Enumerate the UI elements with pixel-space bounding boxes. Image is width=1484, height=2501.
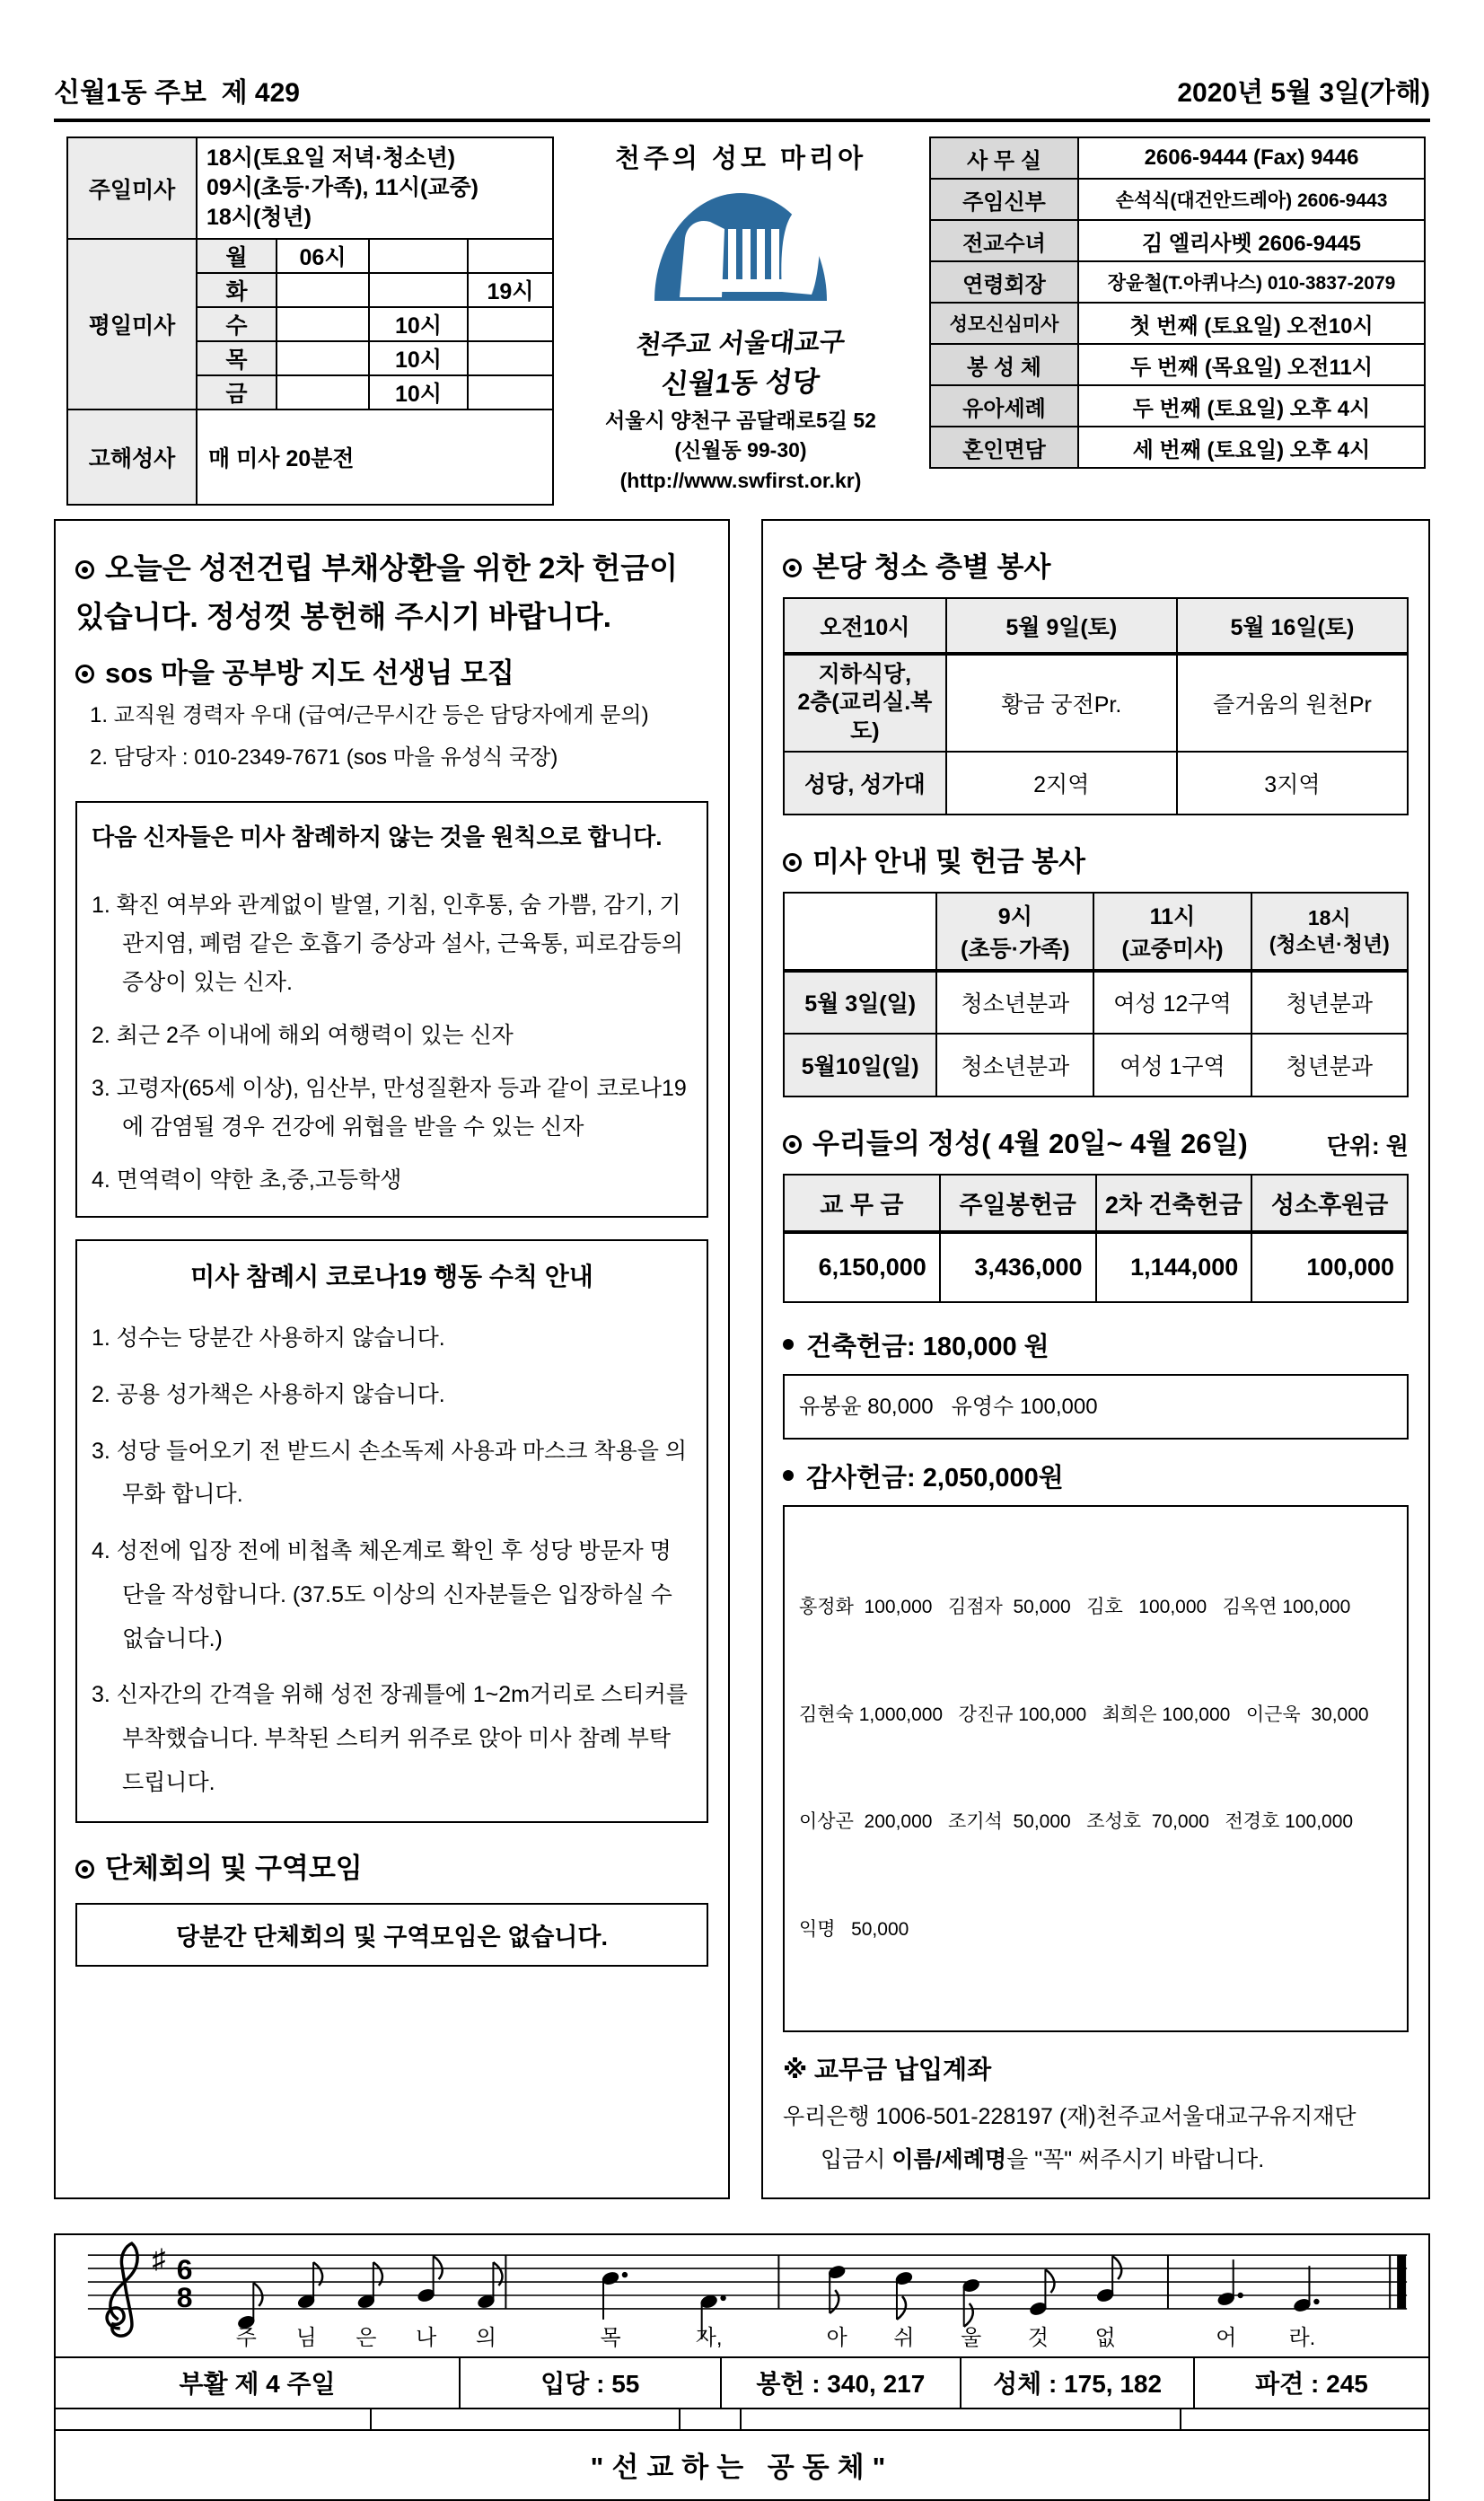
svg-text:은: 은 — [356, 2325, 377, 2350]
donor-line: 이상곤 200,000 조기석 50,000 조성호 70,000 전경호 100,000 — [799, 1811, 1354, 1833]
left-column — [54, 519, 730, 2199]
bulletin-date: 2020년 5월 3일(가해) — [1177, 78, 1430, 108]
contact-value: 손석식(대건안드레아) 2606-9443 — [1078, 179, 1425, 220]
svg-text:의: 의 — [475, 2325, 497, 2350]
offering-amount: 1,144,000 — [1096, 1232, 1252, 1302]
svg-text:목: 목 — [600, 2325, 621, 2350]
covid-rule-item: 4. 성전에 입장 전에 비첩촉 체온계로 확인 후 성당 방문자 명단을 작성합니다. (37.5도 이상의 신자분들은 입장하실 수 없습니다.) — [92, 1538, 672, 1651]
covid-rules-title: 미사 참례시 코로나19 행동 수칙 안내 — [190, 1263, 593, 1291]
marian-title: 천주의 성모 마리아 — [614, 145, 867, 173]
treble-clef-icon — [107, 2243, 137, 2336]
weekday-row: 수 10시 — [67, 307, 553, 341]
service-col-header: 9시 (초등·가족) — [936, 893, 1093, 971]
svg-text:아: 아 — [826, 2325, 847, 2350]
sunday-name: 부활 제 4 주일 — [56, 2358, 461, 2408]
contact-label: 유아세례 — [930, 385, 1078, 427]
weekday-row: 화 19시 — [67, 273, 553, 307]
contact-label: 연령회장 — [930, 261, 1078, 303]
cleaning-group: 즐거움의 원천Pr — [1177, 654, 1408, 752]
diocese-calligraphy: 천주교 서울대교구 — [634, 327, 847, 361]
section-bullet-icon — [75, 1860, 94, 1879]
dot-bullet-icon — [783, 1470, 794, 1481]
weekday-row: 평일미사 월 06시 — [67, 239, 553, 273]
contact-value: 김 엘리사벳 2606-9445 — [1078, 220, 1425, 261]
svg-text:없: 없 — [1094, 2325, 1116, 2350]
cleaning-header: 5월 9일(토) — [946, 598, 1177, 654]
account-title: ※ 교무금 납입계좌 — [783, 2055, 992, 2083]
svg-text:쉬: 쉬 — [893, 2325, 915, 2350]
announcement-offering: 오늘은 성전건립 부채상환을 위한 2차 헌금이 있습니다. 정성껏 봉헌해 주시기 바랍니다. — [75, 551, 678, 634]
right-column — [761, 519, 1430, 2199]
contact-label: 성모신심미사 — [930, 303, 1078, 344]
section-bullet-icon — [783, 853, 802, 872]
offering-header: 교 무 금 — [784, 1175, 940, 1232]
church-address: 서울시 양천구 곰달래로5길 52 (신월동 99-30) (http://www.swfirst.or.kr) — [552, 406, 929, 496]
cleaning-group: 황금 궁전Pr. — [946, 654, 1177, 752]
service-group: 여성 1구역 — [1093, 1034, 1251, 1096]
dot-bullet-icon — [783, 1339, 794, 1350]
cleaning-group: 3지역 — [1177, 752, 1408, 815]
covid-rules-box — [75, 1239, 708, 1823]
contact-label: 봉 성 체 — [930, 344, 1078, 385]
bulletin-page — [54, 70, 1430, 2501]
contact-value: 두 번째 (토요일) 오후 4시 — [1078, 385, 1425, 427]
service-date: 5월10일(일) — [784, 1034, 936, 1096]
contact-value: 장윤철(T.아퀴나스) 010-3837-2079 — [1078, 261, 1425, 303]
donor-line: 홍정화 100,000 김점자 50,000 김호 100,000 김옥연 100,000 — [799, 1597, 1351, 1618]
confession-value: 매 미사 20분전 — [197, 409, 553, 505]
spacer-row — [56, 2409, 1428, 2431]
notice-item: 2. 최근 2주 이내에 해외 여행력이 있는 신자 — [92, 1023, 514, 1049]
service-date: 5월 3일(일) — [784, 971, 936, 1034]
building-fund-title: 건축헌금: 180,000 원 — [783, 1326, 1409, 1363]
notice-item: 4. 면역력이 약한 초,중,고등학생 — [92, 1167, 402, 1193]
announcement-sos-title: sos 마을 공부방 지도 선생님 모집 — [75, 651, 708, 696]
notice-item: 1. 확진 여부와 관계없이 발열, 기침, 인후통, 숨 가쁨, 감기, 기관지염, 폐렴 같은 호흡기 증상과 설사, 근육통, 피로감등의 증상이 있는 신자. — [92, 893, 683, 996]
church-identity — [552, 136, 929, 496]
meetings-notice-box: 당분간 단체회의 및 구역모임은 없습니다. — [75, 1903, 708, 1967]
time-sig-top: 6 — [176, 2252, 193, 2285]
hymn-entrance: 입당 : 55 — [461, 2358, 722, 2408]
section-bullet-icon — [75, 560, 94, 579]
svg-text:어: 어 — [1216, 2325, 1237, 2350]
offering-amount: 3,436,000 — [940, 1232, 1096, 1302]
service-group: 청년분과 — [1251, 1034, 1408, 1096]
diagonal-cell — [784, 893, 936, 971]
no-mass-notice-title: 다음 신자들은 미사 참례하지 않는 것을 원칙으로 합니다. — [92, 823, 663, 851]
service-group: 청년분과 — [1251, 971, 1408, 1034]
contact-label: 전교수녀 — [930, 220, 1078, 261]
svg-text:라.: 라. — [1288, 2325, 1316, 2350]
meetings-title: 단체회의 및 구역모임 — [75, 1846, 708, 1891]
hymn-dismissal: 파견 : 245 — [1255, 2370, 1368, 2399]
confession-label: 고해성사 — [67, 409, 197, 505]
svg-text:님: 님 — [295, 2325, 317, 2350]
bulletin-title: 신월1동 주보 제 429 — [54, 78, 300, 108]
covid-rule-item: 3. 신자간의 간격을 위해 성전 장궤틀에 1~2m거리로 스티커를 부착했습니다. 부착된 스티커 위주로 앉아 미사 참례 부탁드립니다. — [92, 1682, 689, 1795]
donor-line: 익명 50,000 — [799, 1919, 909, 1941]
church-website: (http://www.swfirst.or.kr) — [619, 468, 862, 492]
service-group: 청소년분과 — [936, 1034, 1093, 1096]
key-sharp: ♯ — [152, 2243, 166, 2274]
cleaning-header: 5월 16일(토) — [1177, 598, 1408, 654]
offerings-table — [783, 1174, 1409, 1303]
notice-item: 3. 고령자(65세 이상), 임산부, 만성질환자 등과 같이 코로나19에 감염될 경우 건강에 위협을 받을 수 있는 신자 — [92, 1076, 687, 1140]
contact-label: 주임신부 — [930, 179, 1078, 220]
hymn-offertory: 봉헌 : 340, 217 — [722, 2358, 962, 2408]
mass-service-title: 미사 안내 및 헌금 봉사 — [783, 839, 1409, 879]
building-fund-donors: 유봉윤 80,000 유영수 100,000 — [783, 1374, 1409, 1440]
no-mass-notice-box — [75, 801, 708, 1218]
top-info-section — [54, 136, 1430, 496]
service-group: 청소년분과 — [936, 971, 1093, 1034]
sos-item: 2. 담당자 : 010-2349-7671 (sos 마을 유성식 국장) — [90, 745, 558, 771]
main-content — [54, 519, 1430, 2199]
section-bullet-icon — [783, 1135, 802, 1154]
contact-value: 세 번째 (토요일) 오후 4시 — [1078, 427, 1425, 468]
contact-value: 2606-9444 (Fax) 9446 — [1078, 137, 1425, 179]
section-bullet-icon — [783, 559, 802, 577]
offering-header: 성소후원금 — [1251, 1175, 1408, 1232]
svg-text:것: 것 — [1027, 2325, 1049, 2350]
weekday-row: 목 10시 — [67, 341, 553, 375]
svg-text:자,: 자, — [695, 2325, 723, 2350]
offering-amount: 100,000 — [1251, 1232, 1408, 1302]
sunday-mass-times: 18시(토요일 저녁·청소년) 09시(초등·가족), 11시(교중) 18시(청년) — [197, 137, 553, 239]
cleaning-area-label: 지하식당, 2층(교리실.복도) — [784, 654, 946, 752]
contact-value: 첫 번째 (토요일) 오전10시 — [1078, 303, 1425, 344]
svg-text:주: 주 — [235, 2325, 257, 2350]
covid-rule-item: 2. 공용 성가책은 사용하지 않습니다. — [92, 1381, 445, 1407]
cleaning-table — [783, 597, 1409, 815]
offerings-unit: 단위: 원 — [1326, 1132, 1409, 1159]
music-staff-svg — [63, 2239, 1432, 2352]
cleaning-header: 오전10시 — [784, 598, 946, 654]
thanks-fund-donors — [783, 1505, 1409, 2031]
bottom-block — [54, 2233, 1430, 2501]
mass-service-table — [783, 892, 1409, 1097]
service-col-header: 18시 (청소년·청년) — [1251, 893, 1408, 971]
cleaning-group: 2지역 — [946, 752, 1177, 815]
account-number: 우리은행 1006-501-228197 (재)천주교서울대교구유지재단 — [783, 2103, 1357, 2129]
hymn-communion: 성체 : 175, 182 — [962, 2358, 1195, 2408]
donor-line: 김현숙 1,000,000 강진규 100,000 최희은 100,000 이근욱 30,000 — [799, 1704, 1369, 1725]
offering-header: 주일봉헌금 — [940, 1175, 1096, 1232]
svg-text:나: 나 — [416, 2325, 437, 2350]
offerings-title: 우리들의 정성( 4월 20일~ 4월 26일) — [783, 1121, 1248, 1161]
sunday-mass-label: 주일미사 — [67, 137, 197, 239]
offering-header: 2차 건축헌금 — [1096, 1175, 1252, 1232]
offerings-title-row — [783, 1121, 1409, 1161]
covid-rule-item: 3. 성당 들어오기 전 받드시 손소독제 사용과 마스크 착용을 의무화 합니다. — [92, 1438, 687, 1508]
contact-label: 혼인면담 — [930, 427, 1078, 468]
svg-text:울: 울 — [961, 2325, 982, 2350]
account-instruction: 입금시 이름/세례명을 "꼭" 써주시기 바랍니다. — [821, 2146, 1265, 2172]
mass-schedule-table — [66, 136, 554, 506]
hymn-number-row — [56, 2358, 1428, 2409]
thanks-fund-title: 감사헌금: 2,050,000원 — [783, 1457, 1409, 1494]
contact-value: 두 번째 (목요일) 오전11시 — [1078, 344, 1425, 385]
covid-rule-item: 1. 성수는 당분간 사용하지 않습니다. — [92, 1325, 445, 1352]
contact-table — [929, 136, 1426, 469]
time-sig-bottom: 8 — [176, 2280, 193, 2313]
parish-calligraphy: 신월1동 성당 — [659, 365, 821, 401]
hymn-staff — [56, 2235, 1428, 2358]
contact-label: 사 무 실 — [930, 137, 1078, 179]
service-col-header: 11시 (교중미사) — [1093, 893, 1251, 971]
service-group: 여성 12구역 — [1093, 971, 1251, 1034]
parish-motto: "선교하는 공동체" — [590, 2452, 894, 2484]
section-bullet-icon — [75, 665, 94, 683]
hymn-lyrics — [236, 2326, 1316, 2350]
bulletin-header — [54, 70, 1430, 122]
cleaning-title: 본당 청소 층별 봉사 — [783, 544, 1409, 585]
cleaning-area-label: 성당, 성가대 — [784, 752, 946, 815]
weekday-mass-label: 평일미사 — [67, 239, 197, 409]
sos-item: 1. 교직원 경력자 우대 (급여/근무시간 등은 담당자에게 문의) — [90, 703, 649, 728]
weekday-row: 금 10시 — [67, 375, 553, 409]
offering-amount: 6,150,000 — [784, 1232, 940, 1302]
church-logo — [645, 182, 836, 317]
